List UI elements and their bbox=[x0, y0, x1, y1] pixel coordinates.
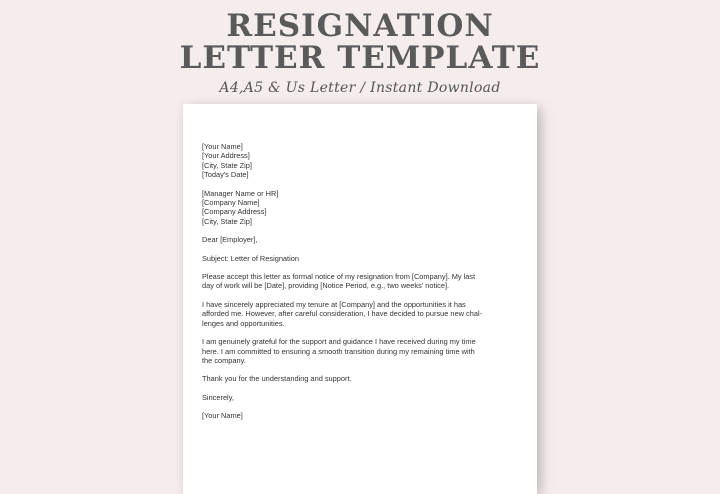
subtitle: A4,A5 & Us Letter / Instant Download bbox=[219, 80, 501, 96]
sender-block bbox=[202, 142, 519, 180]
recipient-address: [Company Address] bbox=[202, 207, 267, 217]
greeting bbox=[202, 235, 519, 244]
title-line-2: LETTER TEMPLATE bbox=[179, 40, 541, 76]
recipient-city: [City, State Zip] bbox=[202, 216, 252, 226]
paragraph-line: the company. bbox=[202, 355, 246, 365]
paragraph-line: day of work will be [Date], providing [Notice Period, e.g., two weeks' notice]. bbox=[202, 281, 450, 291]
sender-address: [Your Address] bbox=[202, 151, 250, 161]
subject-text: Subject: Letter of Resignation bbox=[202, 253, 299, 263]
paragraph-line: Please accept this letter as formal notice of my resignation from [Company]. My last bbox=[202, 272, 476, 282]
closing-text: Sincerely, bbox=[202, 392, 234, 402]
paragraph-line: I have sincerely appreciated my tenure at [Company] and the opportunities it has bbox=[202, 299, 466, 309]
page-header bbox=[0, 10, 720, 97]
paragraph-2 bbox=[202, 300, 519, 328]
sender-city: [City, State Zip] bbox=[202, 160, 252, 170]
recipient-block bbox=[202, 189, 519, 227]
recipient-manager: [Manager Name or HR] bbox=[202, 188, 279, 198]
letter-page bbox=[183, 104, 537, 494]
closing bbox=[202, 393, 519, 402]
title-line-1: RESIGNATION bbox=[226, 8, 494, 44]
recipient-company: [Company Name] bbox=[202, 198, 260, 208]
paragraph-3 bbox=[202, 337, 519, 365]
paragraph-line: I am genuinely grateful for the support and guidance I have received during my time bbox=[202, 337, 476, 347]
signature bbox=[202, 411, 519, 420]
paragraph-1 bbox=[202, 272, 519, 291]
signature-text: [Your Name] bbox=[202, 411, 243, 421]
paragraph-line: lenges and opportunities. bbox=[202, 318, 285, 328]
greeting-text: Dear [Employer], bbox=[202, 235, 258, 245]
paragraph-line: Thank you for the understanding and support. bbox=[202, 374, 352, 384]
subject-line bbox=[202, 254, 519, 263]
paragraph-line: here. I am committed to ensuring a smooth transition during my remaining time with bbox=[202, 346, 475, 356]
paragraph-4 bbox=[202, 374, 519, 383]
sender-name: [Your Name] bbox=[202, 142, 243, 151]
sender-date: [Today's Date] bbox=[202, 170, 249, 180]
paragraph-line: afforded me. However, after careful consideration, I have decided to pursue new chal- bbox=[202, 309, 483, 319]
